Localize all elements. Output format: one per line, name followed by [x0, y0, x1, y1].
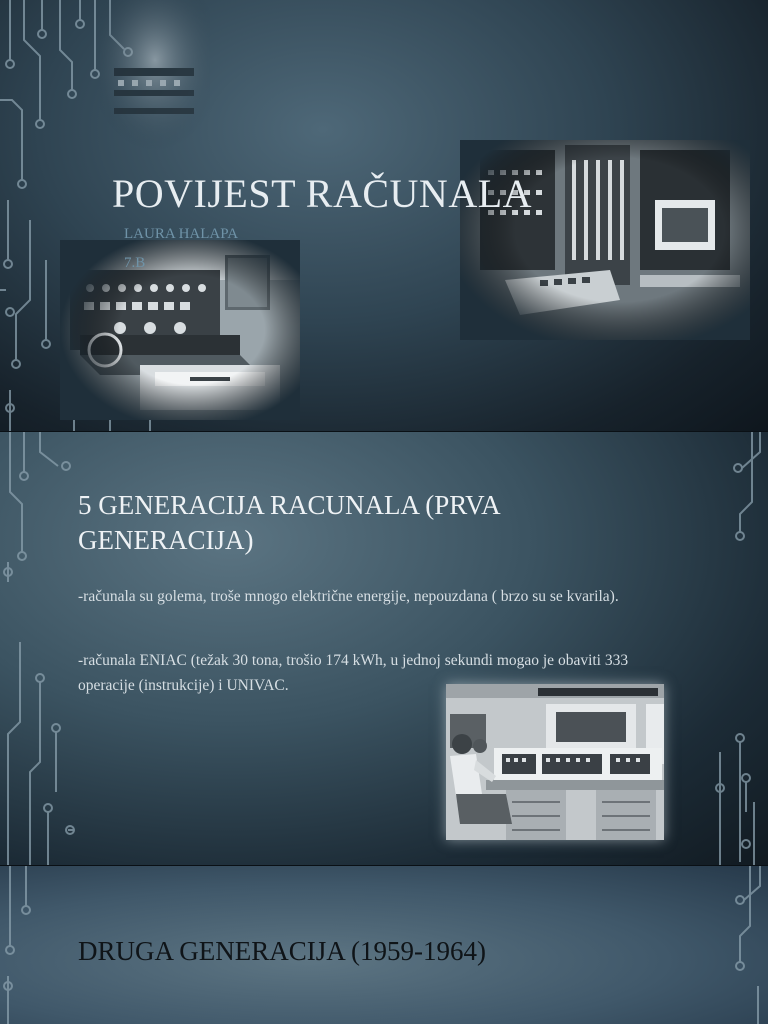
class-label: 7.B: [124, 255, 146, 271]
paragraph-2: -računala ENIAC (težak 30 tona, trošio 174 kWh, u jednoj sekundi mogao je obaviti 333 operacije (instrukcije) i UNIVAC.: [78, 652, 629, 694]
circuit-decoration-right: [700, 866, 768, 1024]
vintage-console-photo: [60, 240, 300, 420]
slide-second-generation: [0, 866, 768, 1024]
slide-first-generation: [0, 432, 768, 866]
presentation-title: POVIJEST RAČUNALA: [112, 171, 533, 216]
header-photo-fade: [100, 0, 210, 150]
slide-heading: 5 GENERACIJA RACUNALA (PRVA GENERACIJA): [78, 490, 500, 555]
univac-operator-photo: [446, 684, 664, 840]
author-name: LAURA HALAPA: [124, 226, 239, 242]
slide-heading: DRUGA GENERACIJA (1959-1964): [78, 936, 486, 966]
circuit-decoration-right: [690, 432, 768, 866]
circuit-decoration-left: [0, 432, 90, 866]
paragraph-1: -računala su golema, troše mnogo električne energije, nepouzdana ( brzo su se kvarila).: [78, 588, 619, 605]
circuit-decoration-left: [0, 866, 60, 1024]
slide-title: [0, 0, 768, 432]
